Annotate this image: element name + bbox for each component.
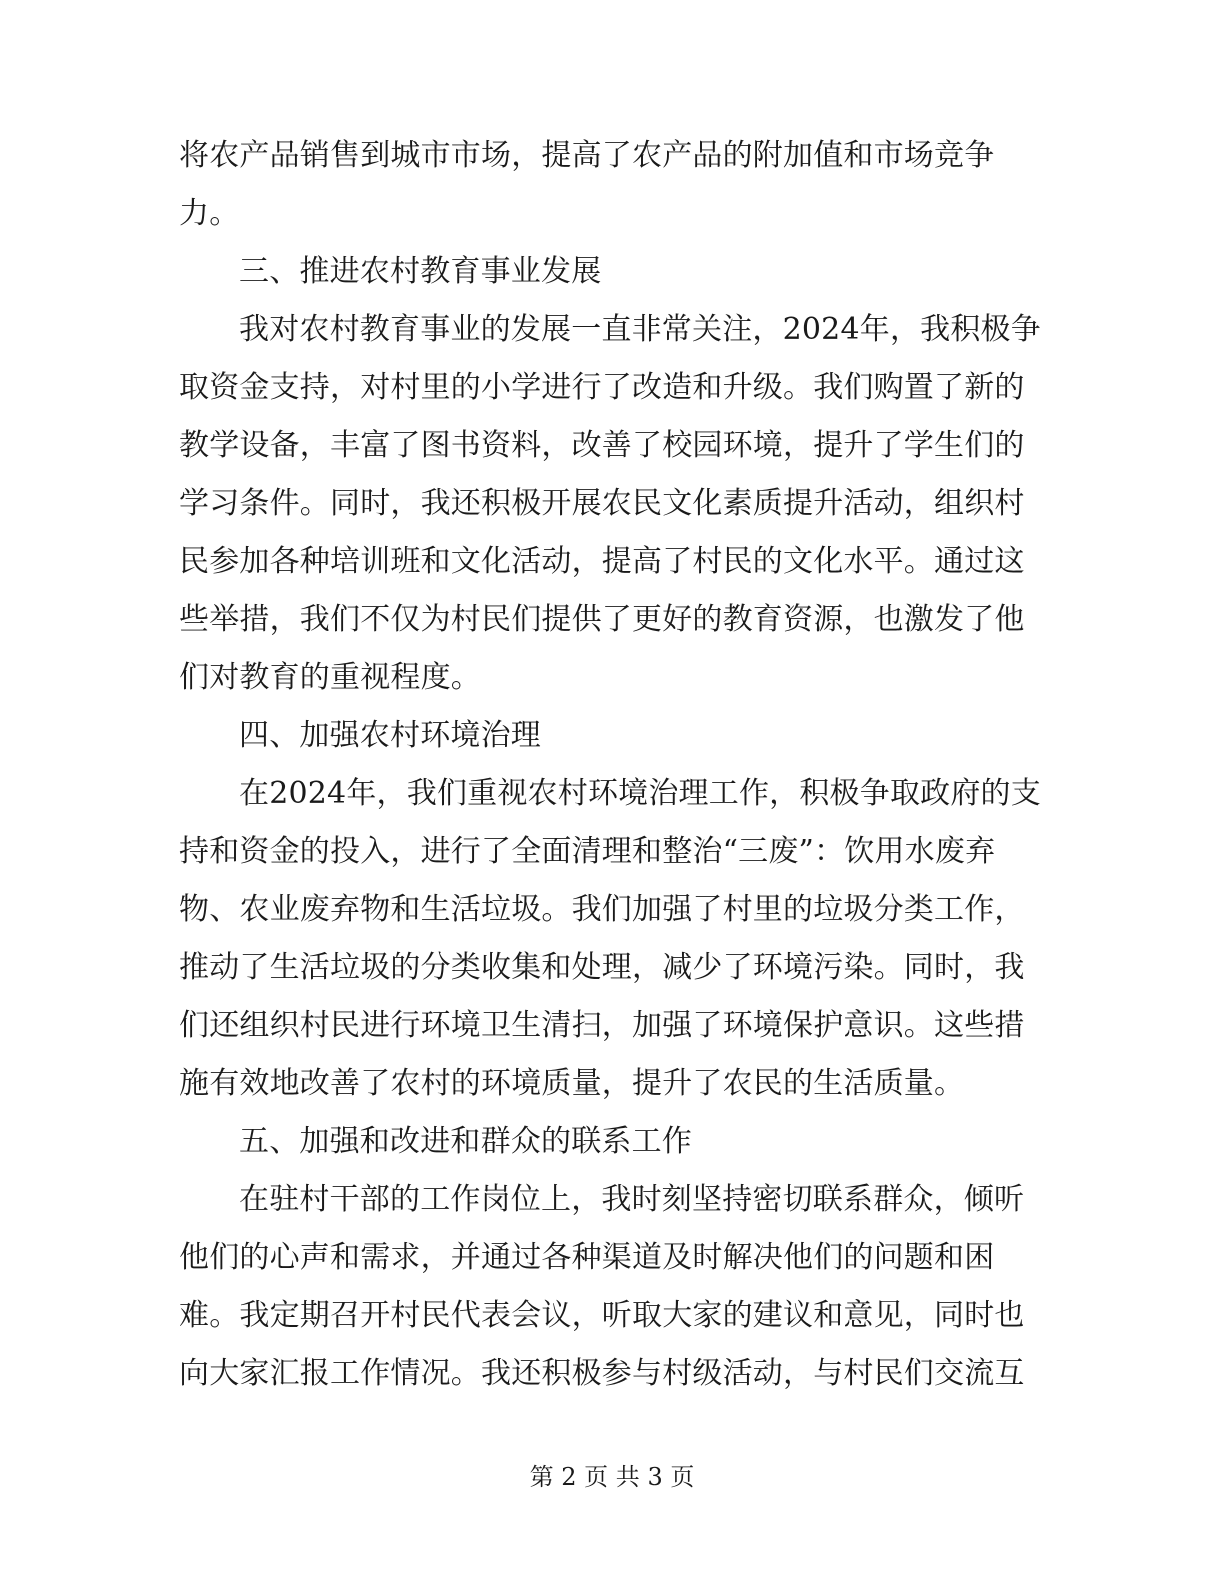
paragraph-line: 在驻村干部的工作岗位上，我时刻坚持密切联系群众，倾听 [239,1182,1025,1217]
paragraph-line: 向大家汇报工作情况。我还积极参与村级活动，与村民们交流互 [179,1356,1025,1391]
paragraph-line: 将农产品销售到城市市场，提高了农产品的附加值和市场竞争 [179,138,995,173]
paragraph-line: 难。我定期召开村民代表会议，听取大家的建议和意见，同时也 [179,1298,1025,1333]
paragraph-line: 在2024年，我们重视农村环境治理工作，积极争取政府的支 [239,776,1041,811]
paragraph-line: 他们的心声和需求，并通过各种渠道及时解决他们的问题和困 [179,1240,995,1275]
page-number-footer: 第 2 页 共 3 页 [529,1463,695,1491]
paragraph-line: 推动了生活垃圾的分类收集和处理，减少了环境污染。同时，我 [179,950,1025,985]
paragraph-line: 们还组织村民进行环境卫生清扫，加强了环境保护意识。这些措 [179,1008,1025,1043]
section-heading: 五、加强和改进和群众的联系工作 [239,1124,692,1159]
paragraph-line: 教学设备，丰富了图书资料，改善了校园环境，提升了学生们的 [179,428,1025,463]
paragraph-line: 取资金支持，对村里的小学进行了改造和升级。我们购置了新的 [179,370,1025,405]
paragraph-line: 物、农业废弃物和生活垃圾。我们加强了村里的垃圾分类工作， [179,892,1025,927]
section-heading: 三、推进农村教育事业发展 [239,254,602,289]
paragraph-line: 们对教育的重视程度。 [179,660,481,695]
paragraph-line: 施有效地改善了农村的环境质量，提升了农民的生活质量。 [179,1066,965,1101]
paragraph-line: 我对农村教育事业的发展一直非常关注，2024年，我积极争 [239,312,1041,347]
paragraph-line: 民参加各种培训班和文化活动，提高了村民的文化水平。通过这 [179,544,1025,579]
paragraph-line: 力。 [179,196,240,231]
section-heading: 四、加强农村环境治理 [239,718,541,753]
paragraph-line: 学习条件。同时，我还积极开展农民文化素质提升活动，组织村 [179,486,1025,521]
paragraph-line: 持和资金的投入，进行了全面清理和整治“三废”：饮用水废弃 [179,834,996,869]
paragraph-line: 些举措，我们不仅为村民们提供了更好的教育资源，也激发了他 [179,602,1025,637]
